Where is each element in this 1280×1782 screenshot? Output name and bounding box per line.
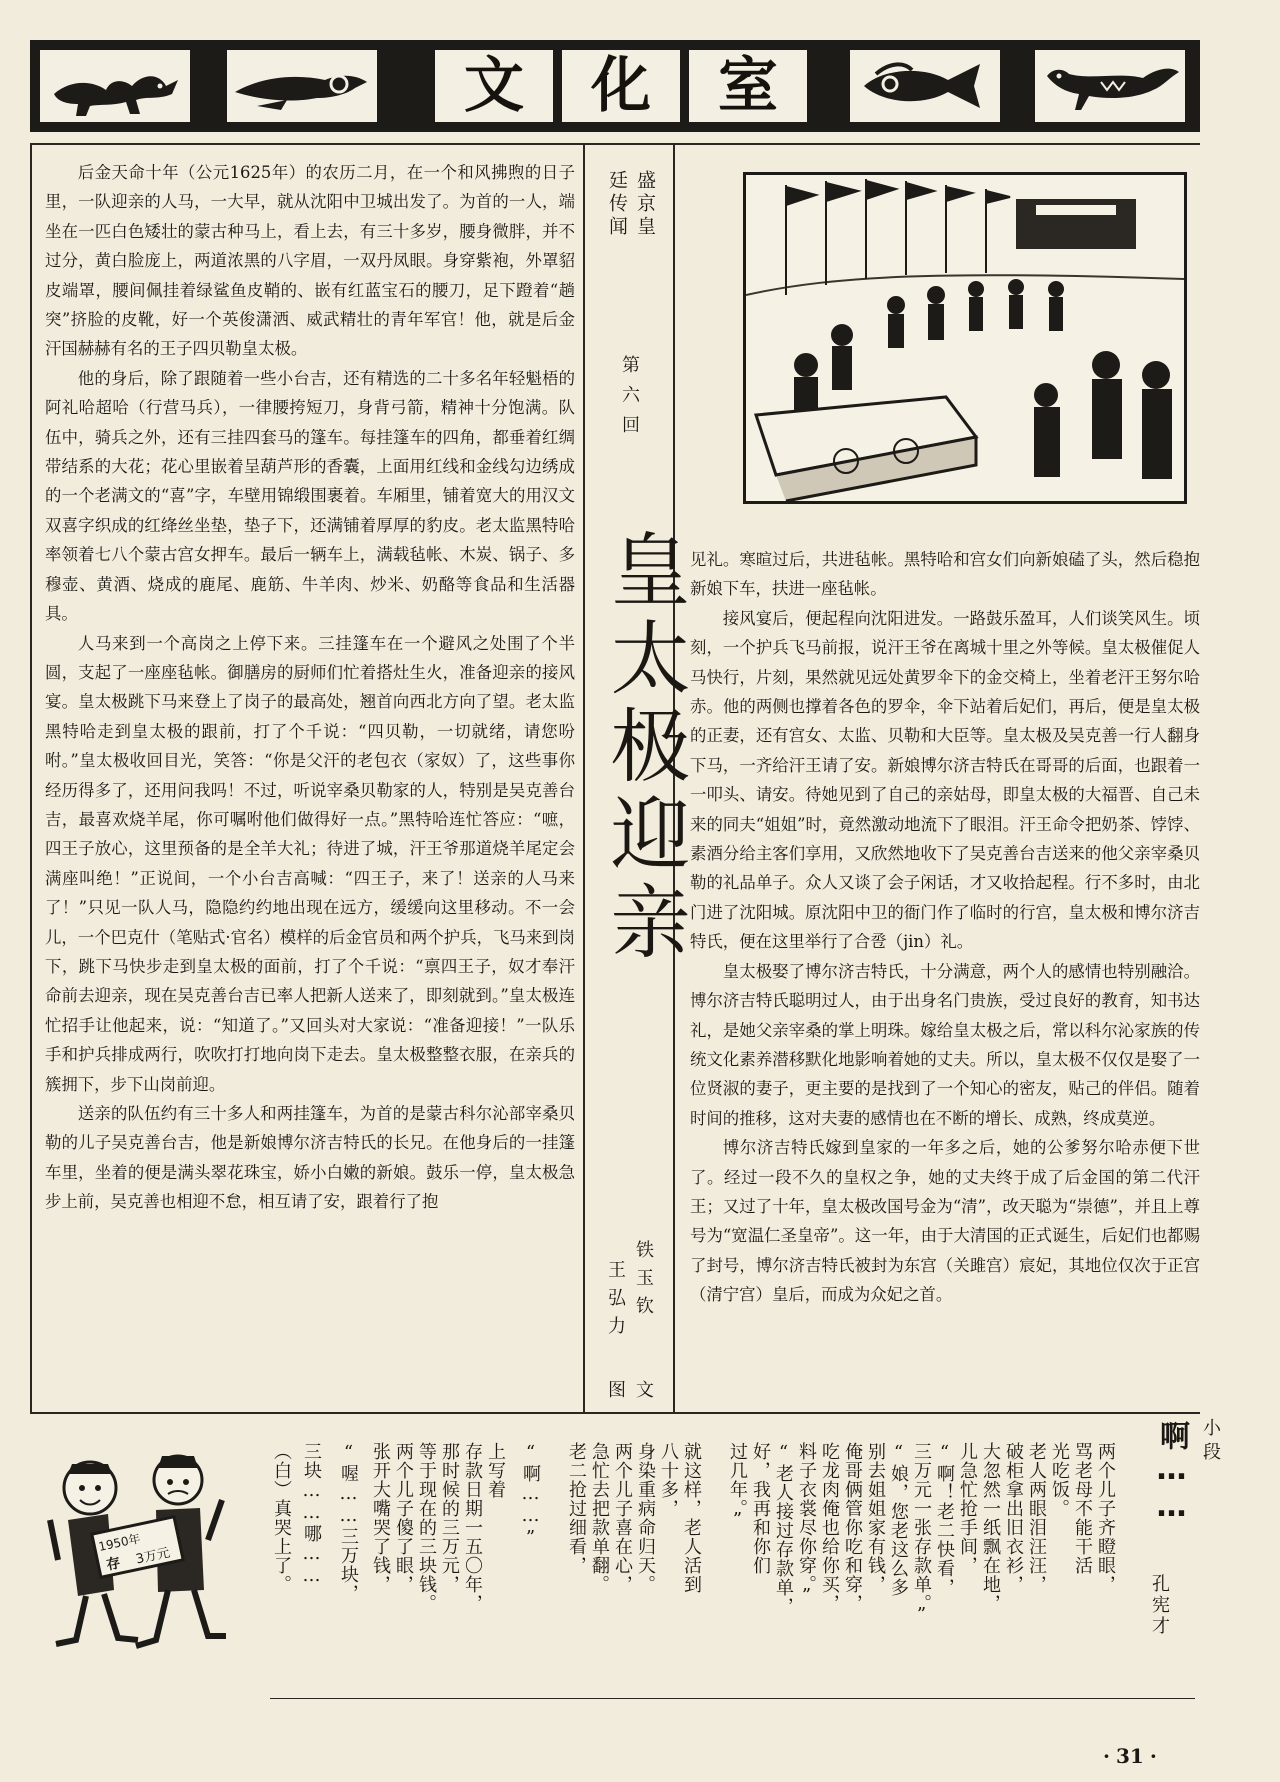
poem-author: 孔宪才 <box>1149 1574 1170 1637</box>
poem-line: 别去姐姐家有钱， <box>865 1442 886 1594</box>
rooster-emblem-icon <box>1035 50 1185 122</box>
poem-line: 破柜拿出旧衣衫， <box>1003 1442 1024 1594</box>
poem-line: “啊……” <box>520 1442 541 1549</box>
procession-drawing <box>746 175 1184 501</box>
author-role: 文 <box>633 1380 654 1402</box>
page-dot: · <box>1149 1744 1157 1768</box>
procession-illustration <box>743 172 1187 504</box>
cartoon-sign-amount: 3万元 <box>134 1545 172 1568</box>
column-divider-left <box>583 145 585 1413</box>
article-paragraph: 后金天命十年（公元1625年）的农历二月，在一个和风拂煦的日子里，一队迎亲的人马，一大早，就从沈阳中卫城出发了。为首的一人，端坐在一匹白色矮壮的蒙古种马上，看上去，有三十多岁，腰身微胖，并不过分，黄白脸庞上，两道浓黑的八字眉，一双丹凤眼。身穿紫袍，外罩貂皮端罩，腰间佩挂着绿鲨鱼皮鞘的、嵌有红蓝宝石的腰刀，足下蹬着“趟突”挤脸的皮靴，好一个英俊潇洒、威武精壮的青年军官！他，就是后金汗国赫赫有名的王子四贝勒皇太极。 <box>45 163 575 359</box>
poem-line: 三块……哪…… <box>301 1442 322 1587</box>
author-credit: 铁玉钦 <box>633 1240 654 1324</box>
poem-line: 急忙去把款单翻。 <box>589 1442 610 1594</box>
poem-line: 八十多， <box>658 1442 679 1518</box>
article-paragraph: 送亲的队伍约有三十多人和两挂篷车，为首的是蒙古科尔沁部宰桑贝勒的儿子吴克善台吉，他是新娘博尔济吉特氏的长兄。在他身后的一挂篷车里，坐着的便是满头翠花珠宝，娇小白嫩的新娘。鼓乐一停，皇太极急步上前，吴克善也相迎不怠，相互请了安，跟着行了抱 <box>45 1104 575 1212</box>
poem-line: （白）真哭上了。 <box>271 1442 292 1594</box>
poem-line: 过几年。” <box>727 1442 748 1531</box>
bird-emblem-icon <box>227 50 377 122</box>
poem-line: 骂老母不能干活 <box>1072 1442 1093 1575</box>
poem-line: “老人接过存款单， <box>773 1442 794 1616</box>
poem-line: “娘，您老这么多 <box>888 1442 909 1597</box>
poem-line: 那时候的三万元， <box>439 1442 460 1594</box>
article-title: 皇太极迎亲 <box>597 528 690 968</box>
page-dot: · <box>1103 1744 1110 1768</box>
poem-title: 啊…… <box>1154 1420 1189 1526</box>
poem-line: 光吃饭。 <box>1049 1442 1070 1518</box>
article-paragraph: 博尔济吉特氏嫁到皇家的一年多之后，她的公爹努尔哈赤便下世了。经过一段不久的皇权之争，她的丈夫终于成了后金国的第二代汗王；又过了十年，皇太极改国号金为“清”，改天聪为“崇德”，并且上尊号为“宽温仁圣皇帝”。这一年，由于大清国的正式诞生，后妃们也都赐了封号，博尔济吉特氏被封为东宫（关雎宫）宸妃，其地位仅次于正宫（清宁宫）皇后，而成为众妃之首。 <box>690 1138 1200 1305</box>
poem-line: 俺哥俩管你吃和穿， <box>842 1442 863 1613</box>
top-rule <box>30 143 1200 145</box>
episode-label: 第六回 <box>619 355 640 445</box>
poem-line: “喔……三万块， <box>338 1442 359 1603</box>
poem-line: 存款日期一五〇年， <box>462 1442 483 1613</box>
poem-line: 等于现在的三块钱。 <box>416 1442 437 1613</box>
cartoon-sign-year: 1950年 <box>97 1531 142 1554</box>
page-number-value: 31 <box>1115 1744 1144 1768</box>
fox-emblem-icon <box>40 50 190 122</box>
article-paragraph: 他的身后，除了跟随着一些小台吉，还有精选的二十多名年轻魁梧的阿礼哈超哈（行营马兵），一律腰挎短刀，身背弓箭，精神十分饱满。队伍中，骑兵之外，还有三挂四套马的篷车。每挂篷车的四角，都垂着红绸带结系的大花；花心里嵌着呈葫芦形的香囊，上面用红线和金线勾边绣成的一个老满文的“喜”字，车壁用锦缎围裹着。车厢里，铺着宽大的用汉文双喜字织成的红绛丝坐垫，垫子下，还满铺着厚厚的豹皮。老太监黑特哈率领着七八个蒙古宫女押车。最后一辆车上，满载毡帐、木炭、锅子、多穆壶、黄酒、烧成的鹿尾、鹿筋、牛羊肉、炒米、奶酪等食品和生活器具。 <box>45 368 575 624</box>
poem-line: “啊！老二快看， <box>934 1442 955 1597</box>
poem-line: 吃龙肉俺也给你买， <box>819 1442 840 1613</box>
artist-role: 图 <box>605 1380 626 1402</box>
article-column-left <box>45 158 575 1217</box>
artist-credit: 王弘力 <box>605 1260 626 1344</box>
poem-line: 老二抢过细看， <box>566 1442 587 1575</box>
poem-line: 老人两眼泪汪汪， <box>1026 1442 1047 1594</box>
poem-line: 料子衣裳尽你穿。” <box>796 1442 817 1607</box>
article-column-right <box>690 545 1200 1310</box>
poem-line: 两个儿子齐瞪眼， <box>1095 1442 1116 1594</box>
section-label: 小段 <box>1200 1418 1221 1466</box>
banner-char: 化 <box>562 50 680 122</box>
cartoon-illustration <box>38 1440 228 1655</box>
cartoon-sign-word: 存 <box>105 1555 123 1574</box>
article-paragraph: 皇太极娶了博尔济吉特氏，十分满意，两个人的感情也特别融洽。博尔济吉特氏聪明过人，由于出身名门贵族，受过良好的教育，知书达礼，是她父亲宰桑的掌上明珠。嫁给皇太极之后，常以科尔沁家族的传统文化素养潜移默化地影响着她的丈夫。所以，皇太极不仅仅是娶了一位贤淑的妻子，更主要的是找到了一个知心的密友，贴己的伴侣。随着时间的推移，这对夫妻的感情也在不断的增长、成熟，终成莫逆。 <box>690 961 1200 1128</box>
poem-line: 三万元一张存款单。” <box>911 1442 932 1626</box>
poem-line: 上写着 <box>485 1442 506 1499</box>
poem-line: 大忽然一纸飘在地， <box>980 1442 1001 1613</box>
page-number <box>1100 1744 1160 1768</box>
poem-line: 好，我再和你们 <box>750 1442 771 1575</box>
article-paragraph: 见礼。寒暄过后，共进毡帐。黑特哈和宫女们向新娘磕了头，然后稳抱新娘下车，扶进一座毡帐。 <box>690 550 1200 599</box>
left-frame-line <box>30 143 32 1413</box>
series-label-line: 廷传闻 <box>606 170 628 239</box>
poem-line: 两个儿子傻了眼， <box>393 1442 414 1594</box>
poem-line: 两个儿子喜在心， <box>612 1442 633 1594</box>
poem-line: 就这样，老人活到 <box>681 1442 702 1594</box>
section-banner <box>30 40 1200 132</box>
bottom-frame-line <box>30 1412 1200 1414</box>
poem-line: 身染重病命归天。 <box>635 1442 656 1594</box>
poem-line: 张开大嘴哭了钱， <box>370 1442 391 1594</box>
footer-rule <box>270 1698 1195 1699</box>
banner-char: 室 <box>689 50 807 122</box>
series-label-line: 盛京皇 <box>634 170 656 239</box>
banner-char: 文 <box>435 50 553 122</box>
poem-line: 儿急忙抢手间， <box>957 1442 978 1575</box>
article-paragraph: 接风宴后，便起程向沈阳进发。一路鼓乐盈耳，人们谈笑风生。顷刻，一个护兵飞马前报，说汗王爷在离城十里之外等候。皇太极催促人马快行，片刻，果然就见远处黄罗伞下的金交椅上，坐着老汗王努尔哈赤。他的两侧也撑着各色的罗伞，伞下站着后妃们，再后，便是皇太极的正妻，还有宫女、太监、贝勒和大臣等。皇太极及吴克善一行人翻身下马，一齐给汗王请了安。新娘博尔济吉特氏在哥哥的后面，也跟着一一叩头、请安。待她见到了自己的亲姑母，即皇太极的大福晋、自己未来的同夫“姐姐”时，竟然激动地流下了眼泪。汗王命令把奶茶、饽饽、素酒分给主客们享用，又欣然地收下了吴克善台吉送来的他父亲宰桑贝勒的礼品单子。众人又谈了会子闲话，才又收拾起程。行不多时，由北门进了沈阳城。原沈阳中卫的衙门作了临时的行宫，皇太极和博尔济吉特氏，便在这里举行了合卺（jin）礼。 <box>690 608 1200 952</box>
fish-emblem-icon <box>850 50 1000 122</box>
article-paragraph: 人马来到一个高岗之上停下来。三挂篷车在一个避风之处围了个半圆，支起了一座座毡帐。御膳房的厨师们忙着搭灶生火，准备迎亲的接风宴。皇太极跳下马来登上了岗子的最高处，翘首向西北方向了望。老太监黑特哈走到皇太极的跟前，打了个千说：“四贝勒，一切就绪，请您吩咐。”皇太极收回目光，笑答：“你是父汗的老包衣（家奴）了，这些事你经历得多了，还用问我吗！不过，听说宰桑贝勒家的人，特别是吴克善台吉，最喜欢烧羊尾，你可嘱咐他们做得好一点。”黑特哈连忙答应：“嗻，四王子放心，这里预备的是全羊大礼；待进了城，汗王爷那道烧羊尾定会满座叫绝！”正说间，一个小台吉高喊：“四王子，来了！送亲的人马来了！”只见一队人马，隐隐约约地出现在远方，缓缓向这里移动。不一会儿，一个巴克什（笔贴式·官名）模样的后金官员和两个护兵，飞马来到岗下，跳下马快步走到皇太极的面前，打了个千说：“禀四王子，奴才奉汗命前去迎亲，现在吴克善台吉已率人把新人送来了，即刻就到。”皇太极连忙招手让他起来，说：“知道了。”又回头对大家说：“准备迎接！”一队乐手和护兵排成两行，吹吹打打地向岗下走去。皇太极整整衣服，在亲兵的簇拥下，步下山岗前迎。 <box>45 633 575 1094</box>
